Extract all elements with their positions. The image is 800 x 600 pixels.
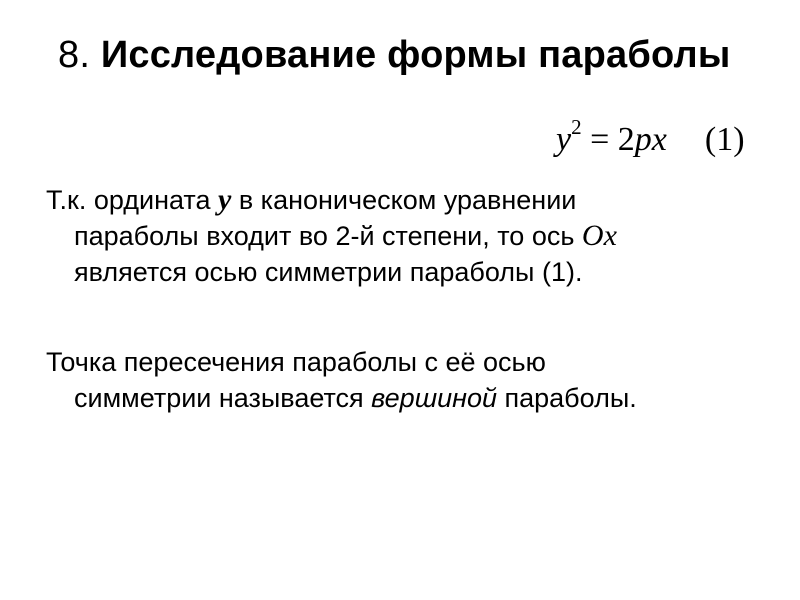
title-text: Исследование формы параболы <box>100 34 731 76</box>
paragraph1-line1 <box>46 182 786 218</box>
parabola-equation <box>556 115 745 162</box>
formula-rhs-coeff: = 2 <box>590 121 635 158</box>
paragraph-symmetry-axis <box>46 182 786 290</box>
axis-variable: Ox <box>581 219 617 252</box>
slide-title <box>58 32 731 78</box>
paragraph-vertex <box>46 344 786 416</box>
p1-text-b: в каноническом уравнении <box>231 185 577 215</box>
p1-text-c: параболы входит во 2-й степени, то ось <box>74 221 582 251</box>
p2-text-a: симметрии называется <box>74 383 372 413</box>
paragraph2-line1: Точка пересечения параболы с её осью <box>46 347 546 377</box>
p1-text-a: Т.к. ордината <box>46 185 218 215</box>
ordinate-variable: y <box>217 183 232 216</box>
paragraph1-line2 <box>46 218 786 254</box>
formula-rhs-vars: px <box>634 121 667 158</box>
title-number: 8. <box>58 34 91 76</box>
p2-text-b: параболы. <box>497 383 637 413</box>
paragraph2-line2 <box>46 380 786 416</box>
equation-number: (1) <box>704 121 745 158</box>
vertex-term: вершиной <box>371 383 498 413</box>
formula-exponent: 2 <box>571 115 582 139</box>
formula-y: y <box>556 121 572 158</box>
paragraph1-line3: является осью симметрии параболы (1). <box>74 257 583 287</box>
